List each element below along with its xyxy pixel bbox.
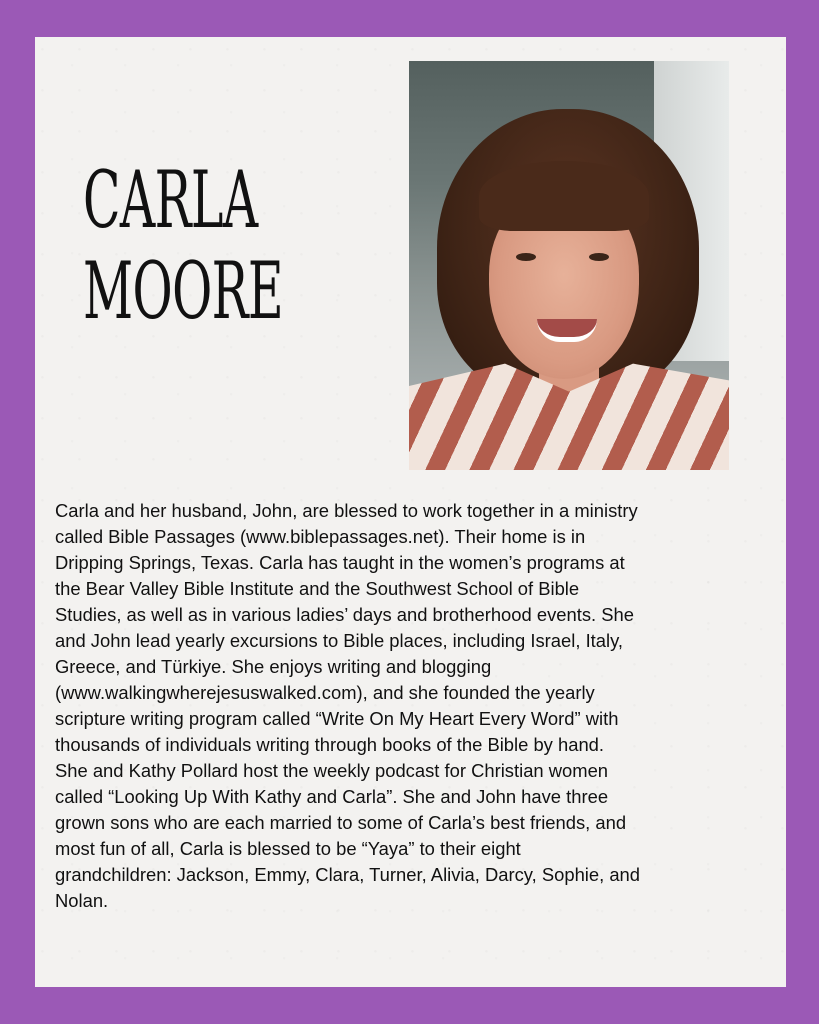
bio-line: and John lead yearly excursions to Bible places, including Israel, Italy,: [55, 630, 624, 651]
bio-line: Greece, and Türkiye. She enjoys writing and blogging: [55, 656, 492, 677]
bio-line: called Bible Passages (www.biblepassages.net). Their home is in: [55, 526, 586, 547]
profile-card: [35, 37, 786, 987]
left-eye: [516, 253, 536, 261]
bio-line: Dripping Springs, Texas. Carla has taught in the women’s programs at: [55, 552, 625, 573]
bio-line: most fun of all, Carla is blessed to be “Yaya” to their eight: [55, 838, 521, 859]
right-eye: [589, 253, 609, 261]
first-name: CARLA: [83, 154, 258, 246]
bio-line: Carla and her husband, John, are blessed to work together in a ministry: [55, 500, 638, 521]
person-name: [83, 155, 283, 337]
bio-line: She and Kathy Pollard host the weekly podcast for Christian women: [55, 760, 609, 781]
bangs: [479, 161, 649, 231]
bio-line: called “Looking Up With Kathy and Carla”. She and John have three: [55, 786, 609, 807]
bio-line: the Bear Valley Bible Institute and the Southwest School of Bible: [55, 578, 580, 599]
bio-line: scripture writing program called “Write On My Heart Every Word” with: [55, 708, 619, 729]
bio-line: Nolan.: [55, 890, 109, 911]
last-name: MOORE: [83, 245, 283, 337]
portrait-photo: [409, 61, 729, 470]
bio-line: (www.walkingwherejesuswalked.com), and she founded the yearly: [55, 682, 595, 703]
bio-line: thousands of individuals writing through books of the Bible by hand.: [55, 734, 605, 755]
bio-line: Studies, as well as in various ladies’ days and brotherhood events. She: [55, 604, 634, 625]
bio-line: grown sons who are each married to some of Carla’s best friends, and: [55, 812, 627, 833]
bio-text: [55, 498, 775, 914]
bio-line: grandchildren: Jackson, Emmy, Clara, Turner, Alivia, Darcy, Sophie, and: [55, 864, 641, 885]
